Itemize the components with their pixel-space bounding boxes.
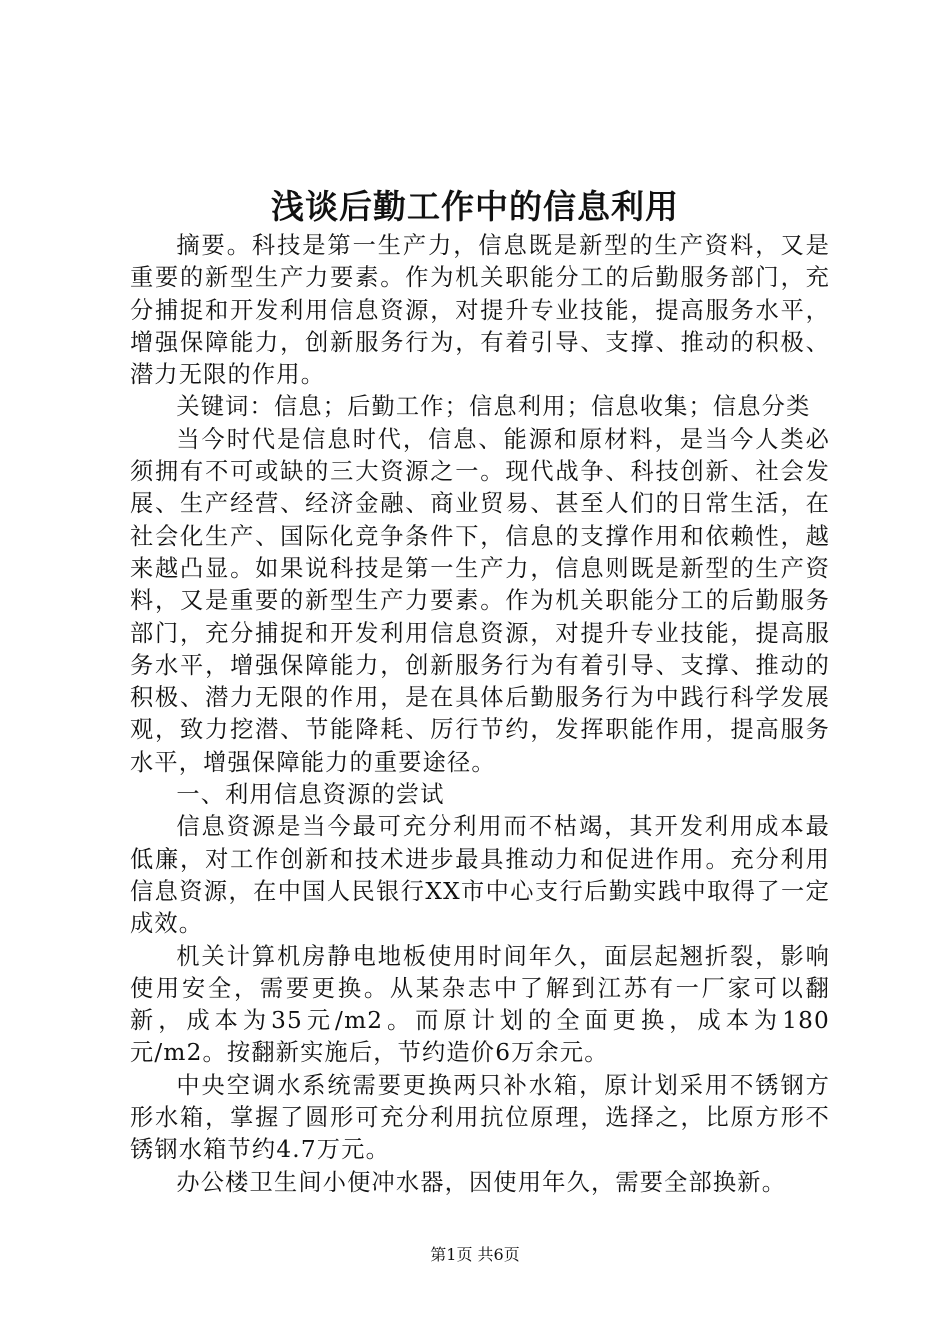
paragraph: 信息资源是当今最可充分利用而不枯竭，其开发利用成本最低廉，对工作创新和技术进步最具推动力和促进作用。充分利用信息资源，在中国人民银行XX市中心支行后勤实践中取得了一定成效。: [130, 813, 830, 938]
page-footer: 第1页 共6页: [430, 1245, 520, 1264]
document-title: 浅谈后勤工作中的信息利用: [271, 187, 679, 226]
paragraph: 办公楼卫生间小便冲水器，因使用年久，需要全部换新。: [176, 1168, 787, 1196]
paragraph-keywords: 关键词：信息；后勤工作；信息利用；信息收集；信息分类: [176, 393, 811, 421]
section-heading: 一、利用信息资源的尝试: [176, 781, 445, 809]
paragraph-abstract: 摘要。科技是第一生产力，信息既是新型的生产资料，又是重要的新型生产力要素。作为机关职能分工的后勤服务部门，充分捕捉和开发利用信息资源，对提升专业技能，提高服务水平，增强保障能力，创新服务行为，有着引导、支撑、推动的积极、潜力无限的作用。: [130, 232, 830, 389]
document-body: [130, 230, 830, 1199]
paragraph-intro: 当今时代是信息时代，信息、能源和原材料，是当今人类必须拥有不可或缺的三大资源之一。现代战争、科技创新、社会发展、生产经营、经济金融、商业贸易、甚至人们的日常生活，在社会化生产、国际化竞争条件下，信息的支撑作用和依赖性，越来越凸显。如果说科技是第一生产力，信息则既是新型的生产资料，又是重要的新型生产力要素。作为机关职能分工的后勤服务部门，充分捕捉和开发利用信息资源，对提升专业技能，提高服务水平，增强保障能力，创新服务行为有着引导、支撑、推动的积极、潜力无限的作用，是在具体后勤服务行为中践行科学发展观，致力挖潜、节能降耗、厉行节约，发挥职能作用，提高服务水平，增强保障能力的重要途径。: [130, 425, 830, 776]
paragraph: 中央空调水系统需要更换两只补水箱，原计划采用不锈钢方形水箱，掌握了圆形可充分利用抗位原理，选择之，比原方形不锈钢水箱节约4.7万元。: [130, 1071, 830, 1164]
paragraph: 机关计算机房静电地板使用时间年久，面层起翘折裂，影响使用安全，需要更换。从某杂志中了解到江苏有一厂家可以翻新，成本为35元/m2。而原计划的全面更换，成本为180元/m2。按翻新实施后，节约造价6万余元。: [130, 942, 830, 1067]
